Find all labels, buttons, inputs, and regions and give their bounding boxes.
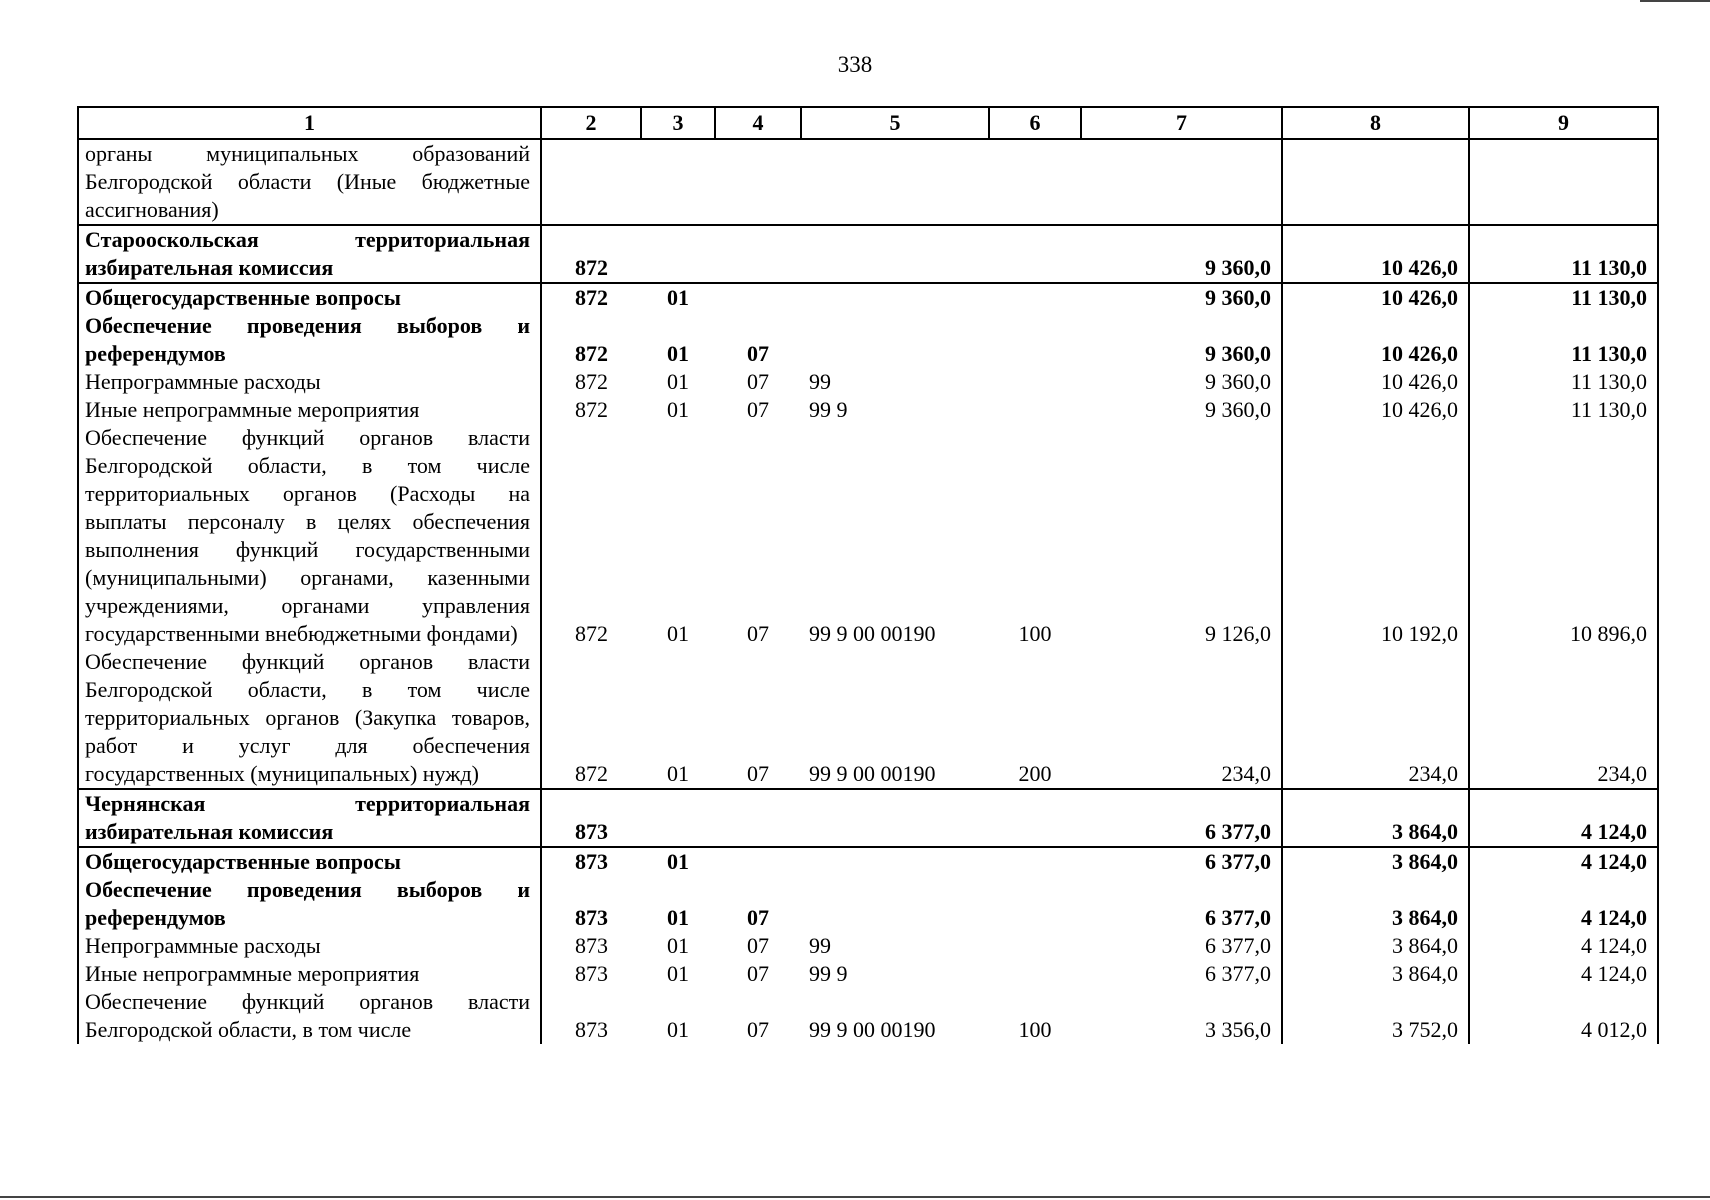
cell-target-article <box>801 283 989 312</box>
cell-amount-col9: 4 124,0 <box>1469 960 1658 988</box>
cell-expense-type <box>989 960 1081 988</box>
cell-amount-col9: 4 124,0 <box>1469 847 1658 876</box>
cell-admin-code: 873 <box>575 961 608 986</box>
cell-expense-type: 200 <box>1018 761 1052 786</box>
cell-expense-type <box>989 283 1081 312</box>
column-header-3: 3 <box>641 107 715 139</box>
cell-section-code <box>641 789 715 847</box>
cell-subsection-code: 07 <box>747 961 769 986</box>
cell-amount-col9: 11 130,0 <box>1469 368 1658 396</box>
cell-amount-col8: 10 192,0 <box>1282 424 1469 648</box>
cell-amount-col7: 9 360,0 <box>1081 396 1282 424</box>
cell-amount-col9: 4 124,0 <box>1469 876 1658 932</box>
cell-subsection-code: 07 <box>747 761 769 786</box>
cell-expense-type: 100 <box>1018 1017 1052 1042</box>
cell-target-article: 99 9 <box>809 397 848 422</box>
column-header-5: 5 <box>801 107 989 139</box>
cell-amount-col8: 10 426,0 <box>1282 368 1469 396</box>
cell-amount-col9: 234,0 <box>1469 648 1658 789</box>
header-row <box>78 107 1658 139</box>
cell-admin-code: 872 <box>575 397 608 422</box>
cell-subsection-code <box>715 139 801 225</box>
row-name: Обеспечение проведения выборов и референдумов <box>78 312 541 368</box>
row-name: Иные непрограммные мероприятия <box>78 960 541 988</box>
cell-section-code: 01 <box>667 761 689 786</box>
cell-amount-col7: 9 360,0 <box>1081 368 1282 396</box>
cell-target-article <box>801 139 989 225</box>
cell-target-article <box>801 789 989 847</box>
cell-amount-col7 <box>1081 139 1282 225</box>
cell-amount-col9 <box>1469 139 1658 225</box>
column-header-9: 9 <box>1469 107 1658 139</box>
cell-admin-code: 873 <box>575 933 608 958</box>
cell-amount-col9: 11 130,0 <box>1469 225 1658 283</box>
cell-admin-code: 872 <box>541 225 641 283</box>
cell-admin-code: 873 <box>541 789 641 847</box>
row-name: Обеспечение функций органов власти Белгородской области, в том числе <box>78 988 541 1044</box>
column-header-8: 8 <box>1282 107 1469 139</box>
cell-amount-col8: 3 752,0 <box>1282 988 1469 1044</box>
cell-target-article: 99 <box>809 369 831 394</box>
cell-amount-col9: 11 130,0 <box>1469 312 1658 368</box>
column-header-4: 4 <box>715 107 801 139</box>
cell-subsection-code: 07 <box>747 369 769 394</box>
cell-amount-col7: 9 360,0 <box>1081 225 1282 283</box>
column-header-6: 6 <box>989 107 1081 139</box>
cell-target-article <box>801 312 989 368</box>
cell-expense-type: 100 <box>1018 621 1052 646</box>
cell-section-code: 01 <box>667 961 689 986</box>
cell-amount-col7: 6 377,0 <box>1081 847 1282 876</box>
row-name: органы муниципальных образований Белгородской области (Иные бюджетные ассигнования) <box>78 139 541 225</box>
cell-expense-type <box>989 789 1081 847</box>
column-header-1: 1 <box>78 107 541 139</box>
cell-amount-col9: 11 130,0 <box>1469 283 1658 312</box>
row-name: Общегосударственные вопросы <box>78 847 541 876</box>
cell-amount-col8 <box>1282 139 1469 225</box>
cell-section-code: 01 <box>667 369 689 394</box>
cell-subsection-code: 07 <box>747 397 769 422</box>
cell-section-code: 01 <box>641 283 715 312</box>
cell-target-article: 99 9 00 00190 <box>809 621 936 646</box>
cell-subsection-code: 07 <box>747 1017 769 1042</box>
cell-amount-col8: 3 864,0 <box>1282 847 1469 876</box>
row-name: Обеспечение проведения выборов и референдумов <box>78 876 541 932</box>
table-body <box>78 139 1658 1044</box>
cell-amount-col9: 11 130,0 <box>1469 396 1658 424</box>
cell-amount-col8: 10 426,0 <box>1282 225 1469 283</box>
cell-amount-col8: 3 864,0 <box>1282 960 1469 988</box>
cell-target-article: 99 9 <box>809 961 848 986</box>
cell-admin-code: 872 <box>575 369 608 394</box>
cell-section-code: 01 <box>667 905 689 930</box>
cell-section-code <box>641 225 715 283</box>
table-row <box>78 988 1658 1044</box>
cell-subsection-code: 07 <box>747 341 769 366</box>
row-name: Непрограммные расходы <box>78 932 541 960</box>
table-row <box>78 396 1658 424</box>
cell-expense-type <box>989 876 1081 932</box>
table-row <box>78 424 1658 648</box>
cell-subsection-code: 07 <box>747 905 769 930</box>
row-name: Непрограммные расходы <box>78 368 541 396</box>
cell-section-code: 01 <box>667 341 689 366</box>
top-edge-rule <box>1640 0 1710 2</box>
cell-amount-col7: 9 360,0 <box>1081 283 1282 312</box>
cell-admin-code: 873 <box>575 1017 608 1042</box>
cell-expense-type <box>989 139 1081 225</box>
cell-expense-type <box>989 396 1081 424</box>
row-name: Обеспечение функций органов власти Белгородской области, в том числе территориальных органов (Закупка товаров, работ и услуг для обеспечения государственных (муниципальных) нужд) <box>78 648 541 789</box>
table-row <box>78 960 1658 988</box>
row-name: Иные непрограммные мероприятия <box>78 396 541 424</box>
cell-section-code: 01 <box>667 621 689 646</box>
cell-amount-col8: 234,0 <box>1282 648 1469 789</box>
row-name: Чернянская территориальная избирательная комиссия <box>78 789 541 847</box>
cell-section-code <box>641 139 715 225</box>
cell-subsection-code: 07 <box>747 621 769 646</box>
table-row <box>78 932 1658 960</box>
cell-amount-col7: 6 377,0 <box>1081 960 1282 988</box>
cell-admin-code: 872 <box>575 341 608 366</box>
cell-expense-type <box>989 312 1081 368</box>
cell-expense-type <box>989 847 1081 876</box>
cell-target-article: 99 9 00 00190 <box>809 761 936 786</box>
cell-subsection-code <box>715 283 801 312</box>
table-row <box>78 283 1658 312</box>
cell-amount-col8: 10 426,0 <box>1282 396 1469 424</box>
cell-amount-col9: 4 124,0 <box>1469 932 1658 960</box>
cell-amount-col7: 234,0 <box>1081 648 1282 789</box>
cell-subsection-code: 07 <box>747 933 769 958</box>
cell-amount-col7: 6 377,0 <box>1081 876 1282 932</box>
cell-target-article: 99 <box>809 933 831 958</box>
cell-amount-col7: 9 126,0 <box>1081 424 1282 648</box>
cell-amount-col8: 10 426,0 <box>1282 312 1469 368</box>
cell-admin-code: 873 <box>541 847 641 876</box>
table-row <box>78 847 1658 876</box>
column-header-7: 7 <box>1081 107 1282 139</box>
cell-amount-col7: 3 356,0 <box>1081 988 1282 1044</box>
cell-subsection-code <box>715 225 801 283</box>
cell-target-article <box>801 225 989 283</box>
row-name: Общегосударственные вопросы <box>78 283 541 312</box>
table-row <box>78 789 1658 847</box>
cell-amount-col9: 4 012,0 <box>1469 988 1658 1044</box>
cell-amount-col8: 10 426,0 <box>1282 283 1469 312</box>
cell-expense-type <box>989 368 1081 396</box>
table-row <box>78 368 1658 396</box>
cell-expense-type <box>989 932 1081 960</box>
cell-section-code: 01 <box>641 847 715 876</box>
cell-section-code: 01 <box>667 933 689 958</box>
cell-expense-type <box>989 225 1081 283</box>
cell-target-article: 99 9 00 00190 <box>809 1017 936 1042</box>
cell-subsection-code <box>715 847 801 876</box>
column-header-2: 2 <box>541 107 641 139</box>
cell-amount-col8: 3 864,0 <box>1282 932 1469 960</box>
table-row <box>78 648 1658 789</box>
cell-amount-col8: 3 864,0 <box>1282 789 1469 847</box>
cell-amount-col7: 6 377,0 <box>1081 932 1282 960</box>
cell-amount-col9: 10 896,0 <box>1469 424 1658 648</box>
table-row <box>78 876 1658 932</box>
bottom-edge-rule <box>0 1196 1710 1198</box>
cell-target-article <box>801 847 989 876</box>
cell-amount-col9: 4 124,0 <box>1469 789 1658 847</box>
cell-amount-col8: 3 864,0 <box>1282 876 1469 932</box>
budget-table <box>77 106 1659 1044</box>
cell-admin-code: 873 <box>575 905 608 930</box>
cell-target-article <box>801 876 989 932</box>
table-row <box>78 312 1658 368</box>
row-name: Старооскольская территориальная избирательная комиссия <box>78 225 541 283</box>
cell-section-code: 01 <box>667 397 689 422</box>
cell-admin-code: 872 <box>575 621 608 646</box>
cell-subsection-code <box>715 789 801 847</box>
cell-section-code: 01 <box>667 1017 689 1042</box>
cell-admin-code: 872 <box>575 761 608 786</box>
table-row <box>78 225 1658 283</box>
cell-amount-col7: 9 360,0 <box>1081 312 1282 368</box>
cell-admin-code: 872 <box>541 283 641 312</box>
page-number: 338 <box>837 52 873 77</box>
cell-admin-code <box>541 139 641 225</box>
cell-amount-col7: 6 377,0 <box>1081 789 1282 847</box>
table-row <box>78 139 1658 225</box>
row-name: Обеспечение функций органов власти Белгородской области, в том числе территориальных органов (Расходы на выплаты персоналу в целях обеспечения выполнения функций государственными (муниципальными) органами, казенными учреждениями, органами управления государственными внебюджетными фондами) <box>78 424 541 648</box>
